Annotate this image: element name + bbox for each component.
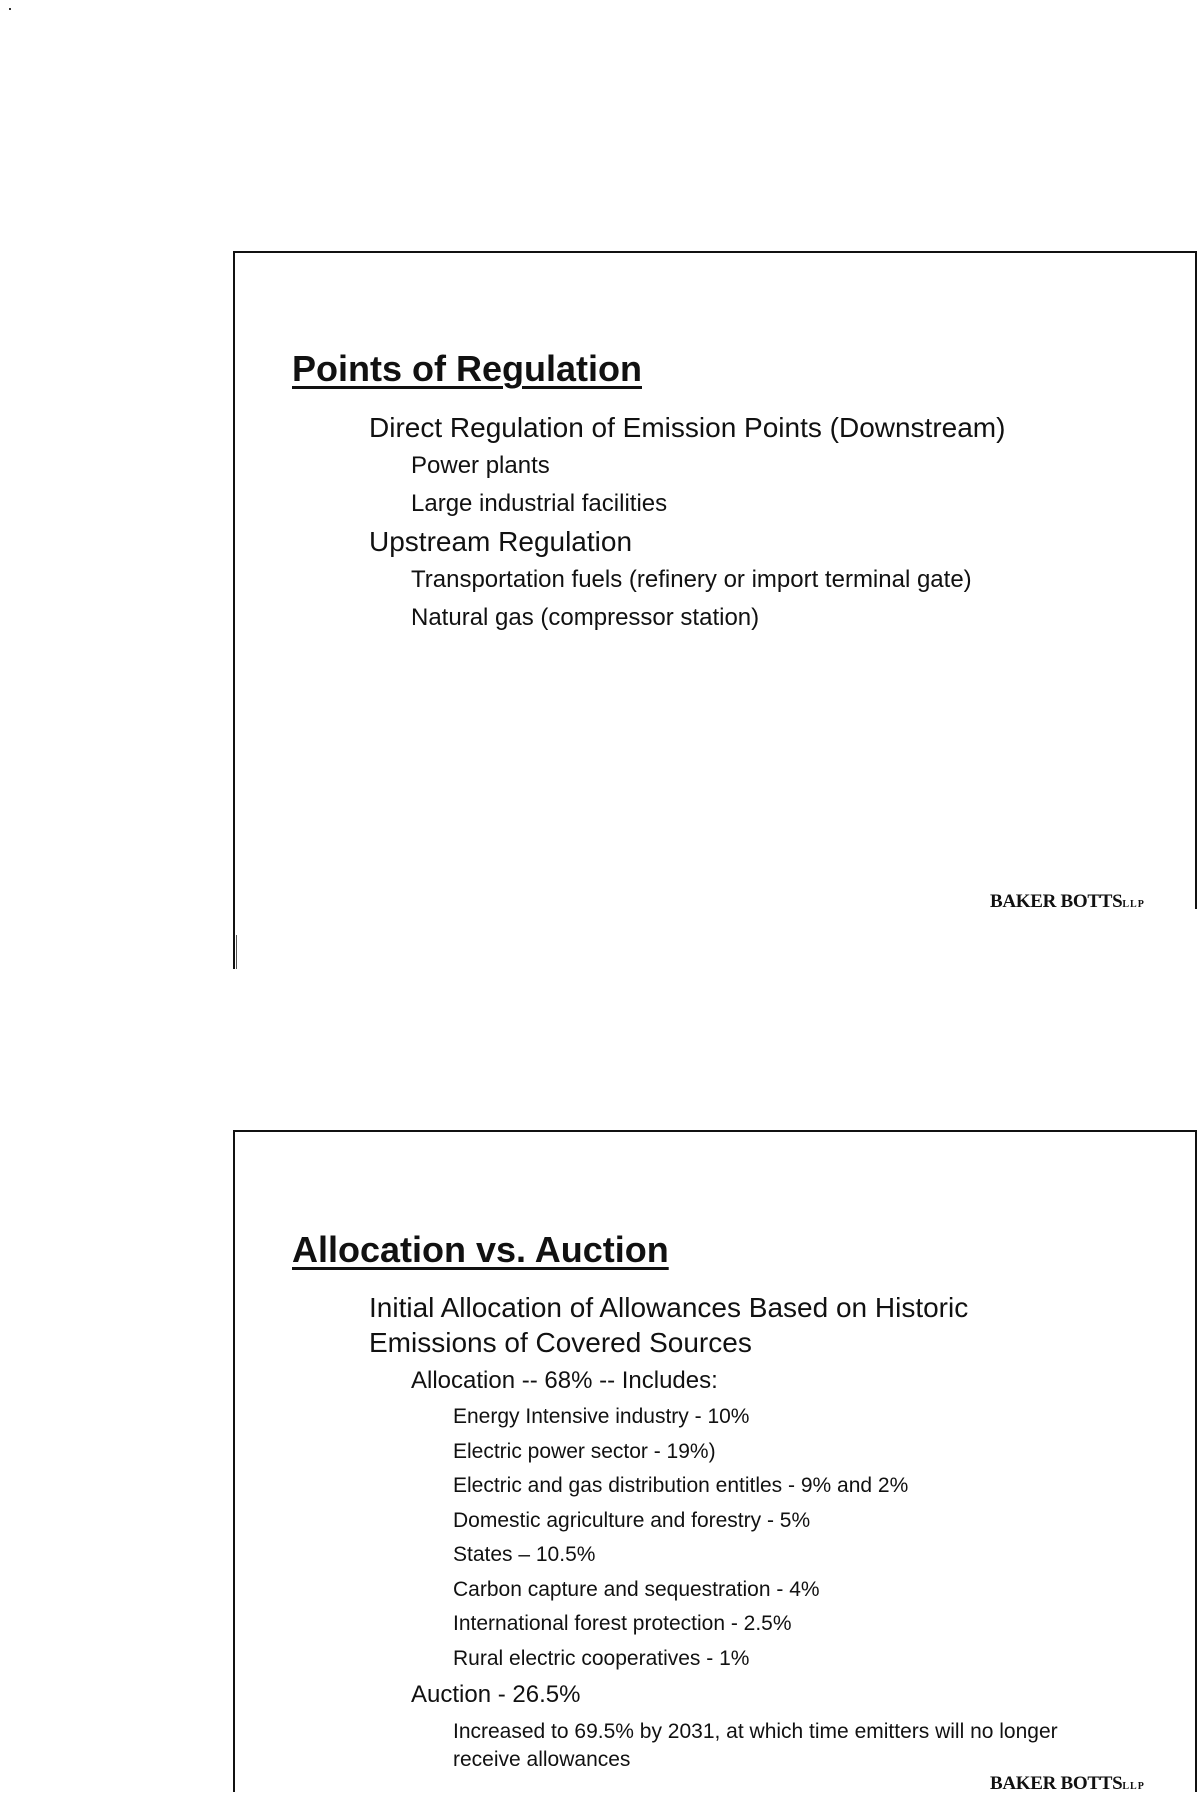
- bullet-level2: Transportation fuels (refinery or import terminal gate): [411, 566, 972, 593]
- scan-speck: [9, 8, 11, 10]
- slide-title: Allocation vs. Auction: [292, 1229, 669, 1270]
- bullet-level2: Power plants: [411, 452, 550, 479]
- bullet-level2: Large industrial facilities: [411, 490, 668, 517]
- slide-points-of-regulation: [233, 251, 1197, 912]
- bullet-level2: Auction - 26.5%: [411, 1681, 581, 1708]
- bullet-level1: Initial Allocation of Allowances Based on Historic Emissions of Covered Sources: [369, 1292, 969, 1358]
- bullet-level2: Allocation -- 68% -- Includes:: [411, 1367, 718, 1394]
- bullet-level3: Carbon capture and sequestration - 4%: [453, 1577, 820, 1601]
- bullet-level3: Domestic agriculture and forestry - 5%: [453, 1508, 811, 1532]
- bullet-level3: Increased to 69.5% by 2031, at which time emitters will no longer receive allowances: [453, 1720, 1058, 1771]
- brand-name: BAKER BOTTS: [990, 891, 1123, 912]
- brand-suffix: LLP: [1122, 1781, 1145, 1792]
- bullet-level1: Upstream Regulation: [369, 526, 633, 557]
- bullet-level3: Rural electric cooperatives - 1%: [453, 1646, 750, 1670]
- bullet-level2: Natural gas (compressor station): [411, 604, 760, 631]
- slide-allocation-vs-auction: [233, 1130, 1197, 1792]
- slide-title: Points of Regulation: [292, 348, 642, 389]
- bullet-level3: States – 10.5%: [453, 1543, 596, 1566]
- brand-suffix: LLP: [1122, 899, 1145, 910]
- brand-name: BAKER BOTTS: [990, 1773, 1123, 1794]
- bullet-level1: Direct Regulation of Emission Points (Downstream): [369, 412, 1006, 443]
- slide-border-fragment: [236, 935, 237, 969]
- slide-border-fragment: [233, 909, 235, 969]
- bullet-list: [235, 1290, 1195, 1774]
- bullet-level3: Electric power sector - 19%): [453, 1439, 716, 1463]
- brand-logo: [990, 891, 1145, 913]
- bullet-level3: Electric and gas distribution entitles - 9% and 2%: [453, 1474, 909, 1497]
- bullet-level3: International forest protection - 2.5%: [453, 1612, 792, 1635]
- bullet-level3: Energy Intensive industry - 10%: [453, 1405, 750, 1428]
- bullet-list: [235, 411, 1195, 637]
